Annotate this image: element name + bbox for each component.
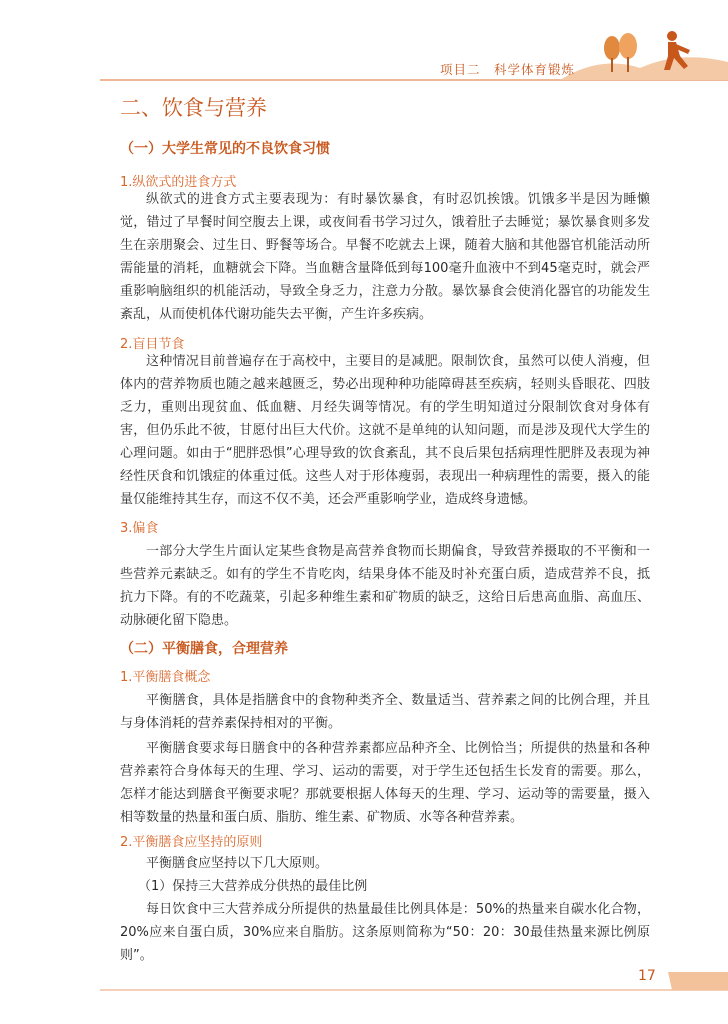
- chapter-header: 项目二 科学体育锻炼: [440, 62, 576, 77]
- item-title-1-1: 1.纵欲式的进食方式: [120, 175, 237, 190]
- subsection-title-1: （一）大学生常见的不良饮食习惯: [120, 141, 330, 157]
- paragraph-1-3: 一部分大学生片面认定某些食物是高营养食物而长期偏食，导致营养摄取的不平衡和一些营养元素缺乏。如有的学生不肯吃肉，结果身体不能及时补充蛋白质，造成营养不良，抵抗力下降。有的不吃蔬菜，引起多种维生素和矿物质的缺乏，这给日后患高血脂、高血压、动脉硬化留下隐患。: [120, 544, 650, 628]
- paragraph-2-4: （1）保持三大营养成分供热的最佳比例: [138, 879, 368, 894]
- footer-decoration: [0, 962, 728, 1024]
- paragraph-1-2: 这种情况目前普遍存在于高校中，主要目的是减肥。限制饮食，虽然可以使人消瘦，但体内的营养物质也随之越来越匮乏，势必出现种种功能障碍甚至疾病，轻则头昏眼花、四肢乏力，重则出现贫血、低血糖、月经失调等情况。有的学生明知道过分限制饮食对身体有害，但仍乐此不彼，甘愿付出巨大代价。这就不是单纯的认知问题，而是涉及现代大学生的心理问题。如由于“肥胖恐惧”心理导致的饮食紊乱，其不良后果包括病理性肥胖及表现为神经性厌食和饥饿症的体重过低。这些人对于形体瘦弱，表现出一种病理性的需要，摄入的能量仅能维持其生存，而这不仅不美，还会严重影响学业，造成终身遗憾。: [120, 354, 650, 507]
- paragraph-2-5: 每日饮食中三大营养成分所提供的热量最佳比例具体是：50%的热量来自碳水化合物，20%应来自蛋白质，30%应来自脂肪。这条原则简称为“50：20：30最佳热量来源比例原则”。: [120, 902, 650, 963]
- subsection-title-2: （二）平衡膳食，合理营养: [120, 641, 288, 657]
- paragraph-2-3: 平衡膳食应坚持以下几大原则。: [146, 856, 329, 871]
- section-title: 二、饮食与营养: [120, 96, 267, 120]
- item-title-1-2: 2.盲目节食: [120, 337, 185, 352]
- paragraph-2-2: 平衡膳食要求每日膳食中的各种营养素都应品种齐全、比例恰当；所提供的热量和各种营养素符合身体每天的生理、学习、运动的需要，对于学生还包括生长发育的需要。那么，怎样才能达到膳食平衡要求呢？那就要根据人体每天的生理、学习、运动等的需要量，摄入相等数量的热量和蛋白质、脂肪、维生素、矿物质、水等各种营养素。: [120, 741, 650, 825]
- item-title-2-2: 2.平衡膳食应坚持的原则: [120, 835, 263, 850]
- paragraph-1-1: 纵欲式的进食方式主要表现为：有时暴饮暴食，有时忍饥挨饿。饥饿多半是因为睡懒觉，错过了早餐时间空腹去上课，或夜间看书学习过久，饿着肚子去睡觉；暴饮暴食则多发生在亲朋聚会、过生日、野餐等场合。早餐不吃就去上课，随着大脑和其他器官机能活动所需能量的消耗，血糖就会下降。当血糖含量降低到每100毫升血液中不到45毫克时，就会严重影响脑组织的机能活动，导致全身乏力，注意力分散。暴饮暴食会使消化器官的功能发生紊乱，从而使机体代谢功能失去平衡，产生许多疾病。: [120, 192, 650, 322]
- page-number: 17: [638, 968, 656, 984]
- header-decoration: [0, 0, 728, 90]
- item-title-1-3: 3.偏食: [120, 521, 159, 536]
- paragraph-2-1: 平衡膳食，具体是指膳食中的食物种类齐全、数量适当、营养素之间的比例合理，并且与身体消耗的营养素保持相对的平衡。: [120, 693, 650, 731]
- item-title-2-1: 1.平衡膳食概念: [120, 670, 211, 685]
